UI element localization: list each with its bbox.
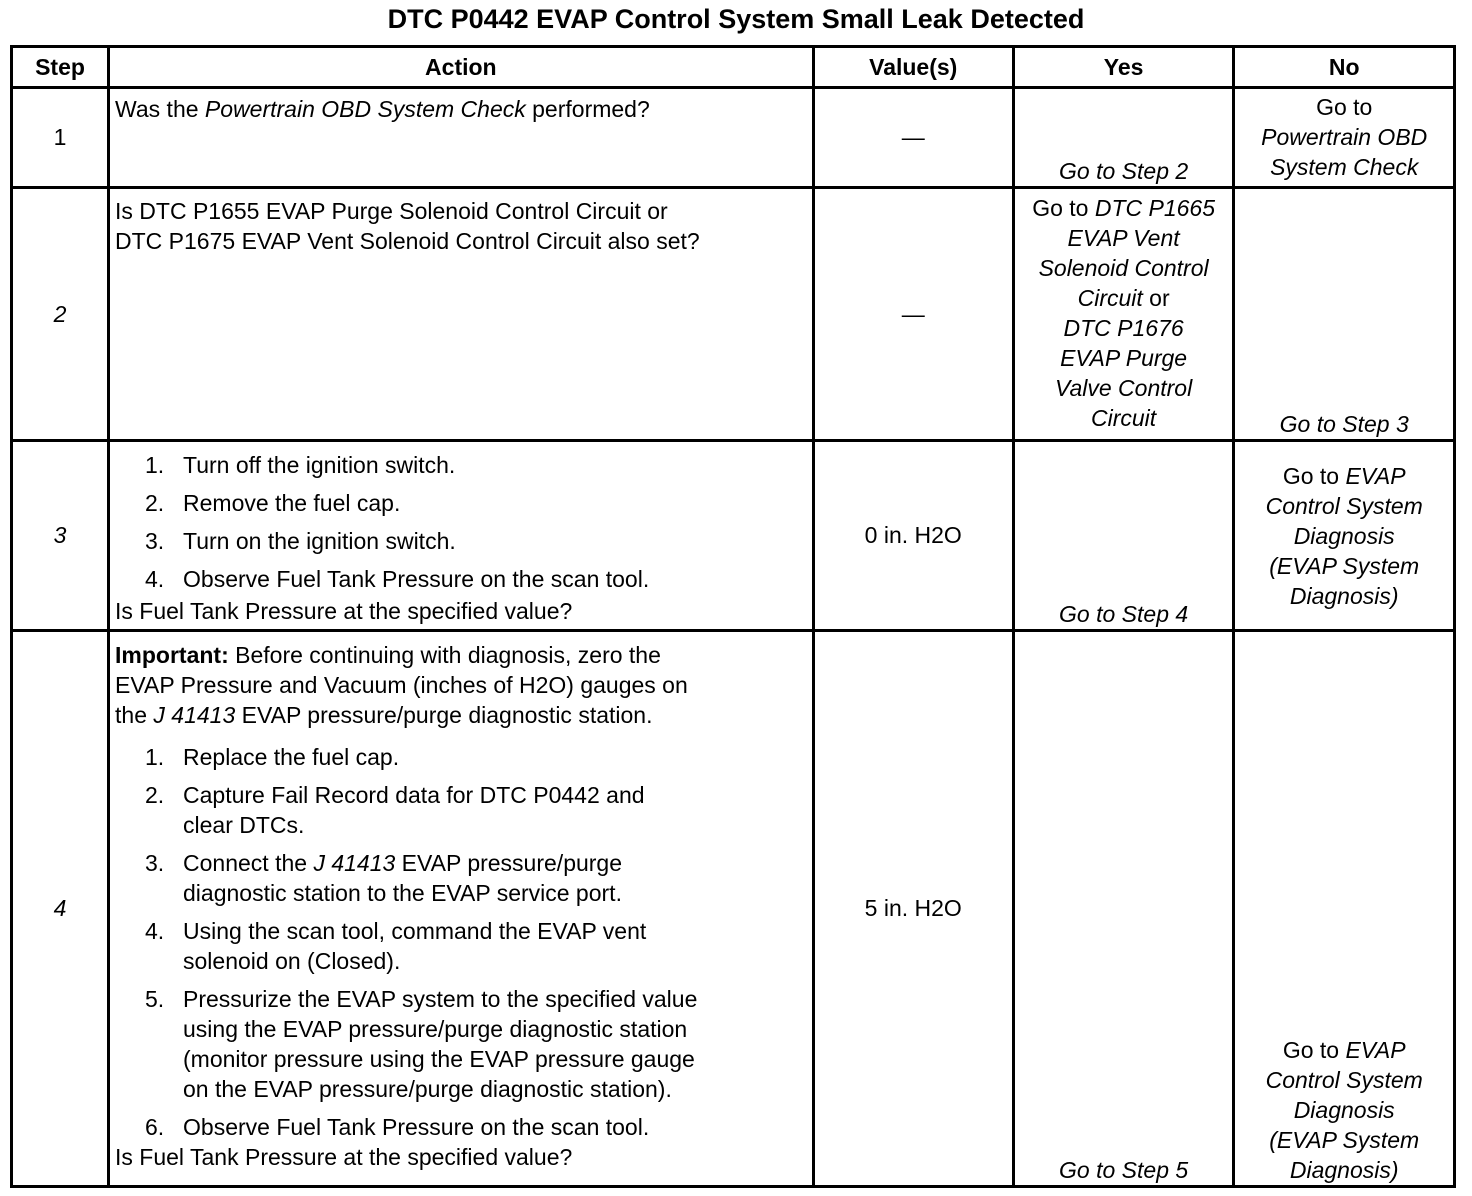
step-number: 1 bbox=[12, 88, 109, 188]
table-row bbox=[12, 441, 1455, 631]
list-item: 2. Capture Fail Record data for DTC P0442 and clear DTCs. bbox=[145, 782, 645, 838]
action-cell bbox=[109, 188, 814, 441]
action-cell bbox=[109, 88, 814, 188]
list-item: 6. Observe Fuel Tank Pressure on the scan tool. bbox=[145, 1114, 650, 1140]
procedure-list bbox=[115, 742, 807, 1142]
no-cell bbox=[1234, 631, 1455, 1187]
yes-link[interactable]: Go to Step 5 bbox=[1059, 1157, 1189, 1183]
header-values: Value(s) bbox=[813, 47, 1013, 88]
header-step: Step bbox=[12, 47, 109, 88]
procedure-list bbox=[115, 450, 807, 594]
no-link[interactable]: Go to EVAP Control System Diagnosis (EVAP System Diagnosis) bbox=[1265, 462, 1423, 609]
action-question: Was the Powertrain OBD System Check performed? bbox=[115, 96, 650, 122]
value-cell: 0 in. H2O bbox=[813, 441, 1013, 631]
list-item: 4. Observe Fuel Tank Pressure on the scan tool. bbox=[145, 566, 650, 592]
no-link[interactable]: Go to Step 3 bbox=[1279, 411, 1409, 437]
table-row bbox=[12, 631, 1455, 1187]
no-cell bbox=[1234, 88, 1455, 188]
yes-cell bbox=[1013, 188, 1234, 441]
header-yes: Yes bbox=[1013, 47, 1234, 88]
list-item: 2. Remove the fuel cap. bbox=[145, 490, 401, 516]
step-number: 4 bbox=[12, 631, 109, 1187]
yes-cell bbox=[1013, 631, 1234, 1187]
step-number: 2 bbox=[12, 188, 109, 441]
action-cell bbox=[109, 631, 814, 1187]
value-cell: — bbox=[813, 188, 1013, 441]
no-cell bbox=[1234, 441, 1455, 631]
list-item: 1. Turn off the ignition switch. bbox=[145, 452, 456, 478]
important-note: Important: Before continuing with diagnosis, zero the EVAP Pressure and Vacuum (inches of H2O) gauges on the J 41413 EVAP pressure/purge diagnostic station. bbox=[115, 642, 688, 728]
action-question: Is DTC P1655 EVAP Purge Solenoid Control Circuit or DTC P1675 EVAP Vent Solenoid Control Circuit also set? bbox=[115, 198, 700, 254]
yes-link[interactable]: Go to Step 2 bbox=[1059, 158, 1189, 184]
page-title: DTC P0442 EVAP Control System Small Leak Detected bbox=[387, 4, 1085, 34]
list-item: 1. Replace the fuel cap. bbox=[145, 744, 400, 770]
yes-link[interactable]: Go to DTC P1665 EVAP Vent Solenoid Control Circuit or DTC P1676 EVAP Purge Valve Control Circuit bbox=[1032, 195, 1216, 431]
yes-cell bbox=[1013, 88, 1234, 188]
list-item: 4. Using the scan tool, command the EVAP vent solenoid on (Closed). bbox=[145, 918, 647, 974]
value-cell: 5 in. H2O bbox=[813, 631, 1013, 1187]
table-header-row bbox=[12, 47, 1455, 88]
no-link[interactable]: Go to EVAP Control System Diagnosis (EVAP System Diagnosis) bbox=[1265, 1037, 1423, 1183]
yes-cell bbox=[1013, 441, 1234, 631]
list-item: 5. Pressurize the EVAP system to the specified value using the EVAP pressure/purge diagnostic station (monitor pressure using the EVAP pressure gauge on the EVAP pressure/purge diagnostic station). bbox=[145, 986, 698, 1102]
header-no: No bbox=[1234, 47, 1455, 88]
diagnostic-table bbox=[10, 45, 1456, 1188]
step-number: 3 bbox=[12, 441, 109, 631]
list-item: 3. Connect the J 41413 EVAP pressure/purge diagnostic station to the EVAP service port. bbox=[145, 850, 623, 906]
yes-link[interactable]: Go to Step 4 bbox=[1059, 601, 1189, 627]
action-question: Is Fuel Tank Pressure at the specified value? bbox=[115, 598, 573, 624]
no-link[interactable]: Go to Powertrain OBD System Check bbox=[1261, 94, 1428, 180]
action-cell bbox=[109, 441, 814, 631]
table-row bbox=[12, 88, 1455, 188]
list-item: 3. Turn on the ignition switch. bbox=[145, 528, 456, 554]
action-question: Is Fuel Tank Pressure at the specified value? bbox=[115, 1144, 573, 1170]
value-cell: — bbox=[813, 88, 1013, 188]
no-cell bbox=[1234, 188, 1455, 441]
header-action: Action bbox=[109, 47, 814, 88]
table-row bbox=[12, 188, 1455, 441]
